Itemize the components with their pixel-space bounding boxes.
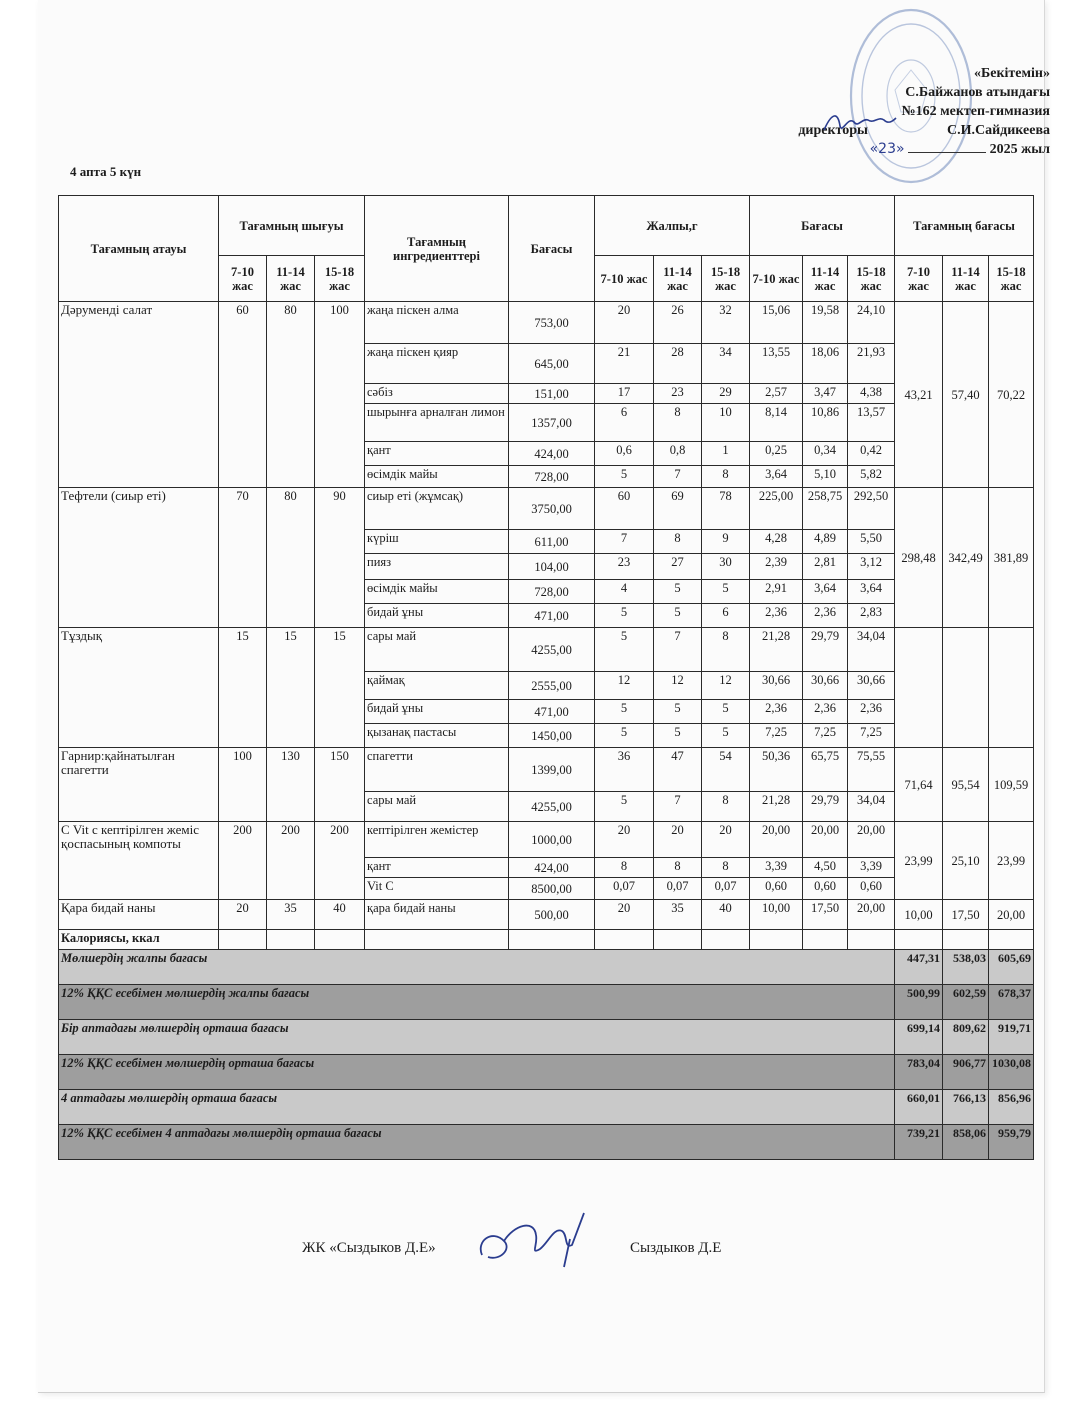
ingredient-name: сары май bbox=[365, 628, 509, 672]
supplier-signature bbox=[474, 1205, 589, 1270]
ingredient-cost: 24,10 bbox=[848, 302, 895, 344]
ingredient-price: 2555,00 bbox=[509, 672, 595, 700]
ingredient-cost: 3,64 bbox=[848, 580, 895, 604]
ingredient-cost: 2,36 bbox=[750, 700, 803, 724]
ingredient-grams: 8 bbox=[702, 792, 750, 822]
dish-cost bbox=[895, 628, 943, 748]
calories-cell bbox=[365, 930, 509, 950]
header-dish-name: Тағамның атауы bbox=[59, 196, 219, 302]
ingredient-cost: 30,66 bbox=[750, 672, 803, 700]
ingredient-price: 500,00 bbox=[509, 900, 595, 930]
ingredient-grams: 7 bbox=[595, 530, 654, 554]
ingredient-cost: 2,36 bbox=[803, 700, 848, 724]
ingredient-cost: 2,36 bbox=[750, 604, 803, 628]
dish-yield: 60 bbox=[219, 302, 267, 488]
ingredient-cost: 50,36 bbox=[750, 748, 803, 792]
total-value: 959,79 bbox=[989, 1125, 1034, 1160]
approval-title: «Бекітемін» bbox=[973, 66, 1050, 81]
ingredient-grams: 5 bbox=[595, 792, 654, 822]
calories-label: Калориясы, ккал bbox=[59, 930, 219, 950]
ingredient-grams: 23 bbox=[654, 384, 702, 404]
header-age: 7-10 жас bbox=[750, 256, 803, 302]
ingredient-grams: 5 bbox=[654, 604, 702, 628]
ingredient-price: 645,00 bbox=[509, 344, 595, 384]
approval-date-day: «23» bbox=[869, 141, 905, 157]
dish-cost bbox=[943, 628, 989, 748]
dish-yield: 70 bbox=[219, 488, 267, 628]
ingredient-price: 471,00 bbox=[509, 604, 595, 628]
ingredient-grams: 8 bbox=[654, 858, 702, 878]
total-row bbox=[59, 1090, 1034, 1125]
ingredient-name: сары май bbox=[365, 792, 509, 822]
calories-row bbox=[59, 930, 1034, 950]
ingredient-cost: 18,06 bbox=[803, 344, 848, 384]
ingredient-cost: 20,00 bbox=[848, 822, 895, 858]
ingredient-name: спагетти bbox=[365, 748, 509, 792]
ingredient-price: 151,00 bbox=[509, 384, 595, 404]
total-value: 699,14 bbox=[895, 1020, 943, 1055]
dish-cost: 57,40 bbox=[943, 302, 989, 488]
dish-yield: 35 bbox=[267, 900, 315, 930]
ingredient-grams: 32 bbox=[702, 302, 750, 344]
ingredient-grams: 0,07 bbox=[595, 878, 654, 900]
ingredient-name: пияз bbox=[365, 554, 509, 580]
ingredient-cost: 75,55 bbox=[848, 748, 895, 792]
ingredient-cost: 5,50 bbox=[848, 530, 895, 554]
dish-yield: 100 bbox=[315, 302, 365, 488]
ingredient-grams: 28 bbox=[654, 344, 702, 384]
ingredient-cost: 5,82 bbox=[848, 466, 895, 488]
ingredient-cost: 3,39 bbox=[750, 858, 803, 878]
ingredient-cost: 3,47 bbox=[803, 384, 848, 404]
total-row bbox=[59, 1125, 1034, 1160]
ingredient-price: 3750,00 bbox=[509, 488, 595, 530]
ingredient-grams: 8 bbox=[654, 530, 702, 554]
ingredient-grams: 8 bbox=[654, 404, 702, 442]
header-yield: Тағамның шығуы bbox=[219, 196, 365, 256]
ingredient-price: 1000,00 bbox=[509, 822, 595, 858]
dish-cost: 70,22 bbox=[989, 302, 1034, 488]
ingredient-cost: 7,25 bbox=[750, 724, 803, 748]
ingredient-grams: 0,8 bbox=[654, 442, 702, 466]
dish-cost: 43,21 bbox=[895, 302, 943, 488]
ingredient-grams: 5 bbox=[595, 724, 654, 748]
ingredient-grams: 35 bbox=[654, 900, 702, 930]
calories-cell bbox=[803, 930, 848, 950]
dish-yield: 150 bbox=[315, 748, 365, 822]
calories-cell bbox=[750, 930, 803, 950]
dish-cost: 95,54 bbox=[943, 748, 989, 822]
header-total-g: Жалпы,г bbox=[595, 196, 750, 256]
dish-name: Дәруменді салат bbox=[59, 302, 219, 488]
ingredient-cost: 2,36 bbox=[848, 700, 895, 724]
calories-cell bbox=[895, 930, 943, 950]
ingredient-cost: 21,28 bbox=[750, 628, 803, 672]
dish-yield: 100 bbox=[219, 748, 267, 822]
total-value: 500,99 bbox=[895, 985, 943, 1020]
ingredient-grams: 29 bbox=[702, 384, 750, 404]
totals-body bbox=[59, 950, 1034, 1160]
dish-name: Тұздық bbox=[59, 628, 219, 748]
ingredient-grams: 6 bbox=[702, 604, 750, 628]
ingredient-cost: 0,60 bbox=[848, 878, 895, 900]
ingredient-grams: 8 bbox=[702, 628, 750, 672]
ingredient-cost: 20,00 bbox=[750, 822, 803, 858]
dish-name: Тефтели (сиыр еті) bbox=[59, 488, 219, 628]
dish-cost: 25,10 bbox=[943, 822, 989, 900]
ingredient-cost: 34,04 bbox=[848, 792, 895, 822]
footer-signer-name: Сыздыков Д.Е bbox=[630, 1240, 722, 1256]
total-value: 858,06 bbox=[943, 1125, 989, 1160]
menu-table bbox=[58, 195, 1034, 1160]
dish-name: Гарнир:қайнатылған спагетти bbox=[59, 748, 219, 822]
total-value: 919,71 bbox=[989, 1020, 1034, 1055]
ingredient-grams: 9 bbox=[702, 530, 750, 554]
ingredient-grams: 23 bbox=[595, 554, 654, 580]
ingredient-grams: 17 bbox=[595, 384, 654, 404]
footer-company: ЖК «Сыздыков Д.Е» bbox=[302, 1240, 436, 1256]
ingredient-grams: 7 bbox=[654, 628, 702, 672]
ingredient-grams: 8 bbox=[595, 858, 654, 878]
header-cost: Бағасы bbox=[750, 196, 895, 256]
total-value: 766,13 bbox=[943, 1090, 989, 1125]
total-label: 12% ҚҚС есебімен мөлшердің орташа бағасы bbox=[59, 1055, 895, 1090]
ingredient-price: 8500,00 bbox=[509, 878, 595, 900]
ingredient-name: бидай ұны bbox=[365, 604, 509, 628]
ingredient-cost: 13,57 bbox=[848, 404, 895, 442]
ingredient-cost: 3,64 bbox=[803, 580, 848, 604]
ingredient-cost: 65,75 bbox=[803, 748, 848, 792]
ingredient-grams: 30 bbox=[702, 554, 750, 580]
ingredient-cost: 34,04 bbox=[848, 628, 895, 672]
ingredient-cost: 17,50 bbox=[803, 900, 848, 930]
header-age: 11-14 жас bbox=[654, 256, 702, 302]
calories-cell bbox=[595, 930, 654, 950]
ingredient-name: Vit C bbox=[365, 878, 509, 900]
calories-cell bbox=[654, 930, 702, 950]
total-label: 12% ҚҚС есебімен 4 аптадағы мөлшердің орташа бағасы bbox=[59, 1125, 895, 1160]
ingredient-cost: 30,66 bbox=[848, 672, 895, 700]
ingredient-cost: 225,00 bbox=[750, 488, 803, 530]
ingredient-price: 104,00 bbox=[509, 554, 595, 580]
ingredient-name: өсімдік майы bbox=[365, 580, 509, 604]
ingredient-price: 424,00 bbox=[509, 858, 595, 878]
total-value: 783,04 bbox=[895, 1055, 943, 1090]
week-day-label: 4 апта 5 күн bbox=[70, 164, 142, 179]
ingredient-grams: 20 bbox=[595, 900, 654, 930]
ingredient-cost: 2,36 bbox=[803, 604, 848, 628]
ingredient-grams: 26 bbox=[654, 302, 702, 344]
menu-body bbox=[59, 302, 1034, 950]
ingredient-cost: 29,79 bbox=[803, 628, 848, 672]
dish-yield: 200 bbox=[315, 822, 365, 900]
ingredient-price: 4255,00 bbox=[509, 628, 595, 672]
ingredient-grams: 54 bbox=[702, 748, 750, 792]
ingredient-cost: 15,06 bbox=[750, 302, 803, 344]
ingredient-grams: 7 bbox=[654, 466, 702, 488]
header-age: 7-10 жас bbox=[219, 256, 267, 302]
ingredient-cost: 2,81 bbox=[803, 554, 848, 580]
ingredient-grams: 78 bbox=[702, 488, 750, 530]
ingredient-cost: 3,12 bbox=[848, 554, 895, 580]
approval-director-name: С.И.Сайдикеева bbox=[946, 123, 1050, 138]
ingredient-grams: 7 bbox=[654, 792, 702, 822]
ingredient-cost: 4,50 bbox=[803, 858, 848, 878]
ingredient-cost: 10,86 bbox=[803, 404, 848, 442]
ingredient-name: қызанақ пастасы bbox=[365, 724, 509, 748]
approval-director-label: директоры bbox=[798, 123, 868, 138]
ingredient-cost: 30,66 bbox=[803, 672, 848, 700]
total-row bbox=[59, 1020, 1034, 1055]
ingredient-price: 1357,00 bbox=[509, 404, 595, 442]
total-value: 1030,08 bbox=[989, 1055, 1034, 1090]
dish-yield: 130 bbox=[267, 748, 315, 822]
ingredient-cost: 2,57 bbox=[750, 384, 803, 404]
ingredient-grams: 20 bbox=[654, 822, 702, 858]
total-value: 906,77 bbox=[943, 1055, 989, 1090]
ingredient-cost: 10,00 bbox=[750, 900, 803, 930]
ingredient-name: өсімдік майы bbox=[365, 466, 509, 488]
ingredient-price: 4255,00 bbox=[509, 792, 595, 822]
ingredient-grams: 5 bbox=[654, 724, 702, 748]
approval-school-number: №162 мектеп-гимназия bbox=[901, 104, 1050, 119]
ingredient-cost: 19,58 bbox=[803, 302, 848, 344]
dish-yield: 20 bbox=[219, 900, 267, 930]
total-value: 809,62 bbox=[943, 1020, 989, 1055]
header-age: 7-10 жас bbox=[895, 256, 943, 302]
ingredient-name: күріш bbox=[365, 530, 509, 554]
total-label: 4 аптадағы мөлшердің орташа бағасы bbox=[59, 1090, 895, 1125]
ingredient-grams: 8 bbox=[702, 858, 750, 878]
header-age: 15-18 жас bbox=[315, 256, 365, 302]
ingredient-cost: 13,55 bbox=[750, 344, 803, 384]
ingredient-price: 753,00 bbox=[509, 302, 595, 344]
ingredient-price: 1399,00 bbox=[509, 748, 595, 792]
dish-cost: 381,89 bbox=[989, 488, 1034, 628]
total-label: Мөлшердің жалпы бағасы bbox=[59, 950, 895, 985]
calories-cell bbox=[315, 930, 365, 950]
ingredient-grams: 5 bbox=[595, 628, 654, 672]
ingredient-name: бидай ұны bbox=[365, 700, 509, 724]
dish-cost: 342,49 bbox=[943, 488, 989, 628]
ingredient-cost: 4,38 bbox=[848, 384, 895, 404]
ingredient-grams: 5 bbox=[654, 580, 702, 604]
total-value: 739,21 bbox=[895, 1125, 943, 1160]
ingredient-price: 728,00 bbox=[509, 580, 595, 604]
ingredient-grams: 0,07 bbox=[702, 878, 750, 900]
dish-name: Қара бидай наны bbox=[59, 900, 219, 930]
ingredient-grams: 27 bbox=[654, 554, 702, 580]
header-age: 15-18 жас bbox=[848, 256, 895, 302]
ingredient-grams: 36 bbox=[595, 748, 654, 792]
header-age: 7-10 жас bbox=[595, 256, 654, 302]
calories-cell bbox=[267, 930, 315, 950]
table-row bbox=[59, 628, 1034, 672]
ingredient-cost: 5,10 bbox=[803, 466, 848, 488]
header-age: 11-14 жас bbox=[943, 256, 989, 302]
dish-cost: 17,50 bbox=[943, 900, 989, 930]
dish-yield: 15 bbox=[315, 628, 365, 748]
dish-yield: 200 bbox=[267, 822, 315, 900]
ingredient-grams: 69 bbox=[654, 488, 702, 530]
ingredient-grams: 10 bbox=[702, 404, 750, 442]
ingredient-grams: 5 bbox=[595, 466, 654, 488]
dish-cost: 23,99 bbox=[989, 822, 1034, 900]
ingredient-cost: 4,89 bbox=[803, 530, 848, 554]
ingredient-cost: 3,39 bbox=[848, 858, 895, 878]
ingredient-name: кептірілген жемістер bbox=[365, 822, 509, 858]
table-row bbox=[59, 900, 1034, 930]
ingredient-grams: 6 bbox=[595, 404, 654, 442]
ingredient-cost: 21,93 bbox=[848, 344, 895, 384]
ingredient-name: сәбіз bbox=[365, 384, 509, 404]
ingredient-name: сиыр еті (жұмсақ) bbox=[365, 488, 509, 530]
ingredient-grams: 5 bbox=[702, 580, 750, 604]
dish-cost: 20,00 bbox=[989, 900, 1034, 930]
dish-cost: 298,48 bbox=[895, 488, 943, 628]
dish-yield: 80 bbox=[267, 488, 315, 628]
total-row bbox=[59, 950, 1034, 985]
header-age: 15-18 жас bbox=[989, 256, 1034, 302]
ingredient-cost: 0,25 bbox=[750, 442, 803, 466]
director-signature bbox=[818, 108, 898, 138]
ingredient-grams: 5 bbox=[595, 604, 654, 628]
total-value: 447,31 bbox=[895, 950, 943, 985]
total-value: 605,69 bbox=[989, 950, 1034, 985]
ingredient-cost: 292,50 bbox=[848, 488, 895, 530]
total-value: 856,96 bbox=[989, 1090, 1034, 1125]
header-age: 11-14 жас bbox=[267, 256, 315, 302]
ingredient-grams: 34 bbox=[702, 344, 750, 384]
total-value: 538,03 bbox=[943, 950, 989, 985]
ingredient-name: жаңа піскен алма bbox=[365, 302, 509, 344]
calories-cell bbox=[219, 930, 267, 950]
ingredient-grams: 20 bbox=[595, 302, 654, 344]
ingredient-grams: 4 bbox=[595, 580, 654, 604]
ingredient-grams: 0,07 bbox=[654, 878, 702, 900]
ingredient-grams: 20 bbox=[702, 822, 750, 858]
ingredient-cost: 20,00 bbox=[848, 900, 895, 930]
ingredient-cost: 2,39 bbox=[750, 554, 803, 580]
ingredient-cost: 21,28 bbox=[750, 792, 803, 822]
dish-yield: 80 bbox=[267, 302, 315, 488]
ingredient-name: жаңа піскен қияр bbox=[365, 344, 509, 384]
ingredient-grams: 8 bbox=[702, 466, 750, 488]
total-value: 660,01 bbox=[895, 1090, 943, 1125]
calories-cell bbox=[848, 930, 895, 950]
ingredient-grams: 0,6 bbox=[595, 442, 654, 466]
total-row bbox=[59, 1055, 1034, 1090]
ingredient-price: 1450,00 bbox=[509, 724, 595, 748]
total-value: 602,59 bbox=[943, 985, 989, 1020]
ingredient-cost: 4,28 bbox=[750, 530, 803, 554]
ingredient-cost: 258,75 bbox=[803, 488, 848, 530]
dish-cost: 23,99 bbox=[895, 822, 943, 900]
calories-cell bbox=[943, 930, 989, 950]
ingredient-grams: 5 bbox=[654, 700, 702, 724]
dish-yield: 15 bbox=[219, 628, 267, 748]
table-row bbox=[59, 748, 1034, 792]
header-ingredients: Тағамның ингредиенттері bbox=[365, 196, 509, 302]
dish-cost: 10,00 bbox=[895, 900, 943, 930]
dish-yield: 15 bbox=[267, 628, 315, 748]
ingredient-cost: 0,42 bbox=[848, 442, 895, 466]
ingredient-cost: 2,83 bbox=[848, 604, 895, 628]
ingredient-cost: 0,34 bbox=[803, 442, 848, 466]
header-age: 11-14 жас bbox=[803, 256, 848, 302]
ingredient-cost: 0,60 bbox=[803, 878, 848, 900]
ingredient-price: 424,00 bbox=[509, 442, 595, 466]
ingredient-name: қант bbox=[365, 442, 509, 466]
ingredient-grams: 5 bbox=[595, 700, 654, 724]
dish-yield: 200 bbox=[219, 822, 267, 900]
ingredient-name: қаймақ bbox=[365, 672, 509, 700]
ingredient-name: қара бидай наны bbox=[365, 900, 509, 930]
ingredient-price: 611,00 bbox=[509, 530, 595, 554]
total-label: Бір аптадағы мөлшердің орташа бағасы bbox=[59, 1020, 895, 1055]
dish-yield: 90 bbox=[315, 488, 365, 628]
ingredient-grams: 20 bbox=[595, 822, 654, 858]
total-row bbox=[59, 985, 1034, 1020]
ingredient-price: 471,00 bbox=[509, 700, 595, 724]
dish-cost bbox=[989, 628, 1034, 748]
calories-cell bbox=[989, 930, 1034, 950]
ingredient-cost: 7,25 bbox=[803, 724, 848, 748]
ingredient-cost: 8,14 bbox=[750, 404, 803, 442]
ingredient-grams: 5 bbox=[702, 700, 750, 724]
dish-name: С Vit с кептірілген жеміс қоспасының компоты bbox=[59, 822, 219, 900]
ingredient-grams: 21 bbox=[595, 344, 654, 384]
total-value: 678,37 bbox=[989, 985, 1034, 1020]
dish-cost: 109,59 bbox=[989, 748, 1034, 822]
ingredient-grams: 47 bbox=[654, 748, 702, 792]
dish-yield: 40 bbox=[315, 900, 365, 930]
ingredient-cost: 20,00 bbox=[803, 822, 848, 858]
ingredient-grams: 12 bbox=[654, 672, 702, 700]
ingredient-grams: 12 bbox=[595, 672, 654, 700]
header-dish-cost: Тағамның бағасы bbox=[895, 196, 1034, 256]
ingredient-grams: 1 bbox=[702, 442, 750, 466]
calories-cell bbox=[702, 930, 750, 950]
ingredient-price: 728,00 bbox=[509, 466, 595, 488]
ingredient-cost: 3,64 bbox=[750, 466, 803, 488]
ingredient-cost: 29,79 bbox=[803, 792, 848, 822]
calories-cell bbox=[509, 930, 595, 950]
ingredient-grams: 5 bbox=[702, 724, 750, 748]
ingredient-grams: 12 bbox=[702, 672, 750, 700]
ingredient-grams: 60 bbox=[595, 488, 654, 530]
dish-cost: 71,64 bbox=[895, 748, 943, 822]
approval-school-name: С.Байжанов атындағы bbox=[905, 85, 1050, 100]
table-row bbox=[59, 822, 1034, 858]
header-price: Бағасы bbox=[509, 196, 595, 302]
ingredient-cost: 2,91 bbox=[750, 580, 803, 604]
total-label: 12% ҚҚС есебімен мөлшердің жалпы бағасы bbox=[59, 985, 895, 1020]
ingredient-name: қант bbox=[365, 858, 509, 878]
ingredient-cost: 7,25 bbox=[848, 724, 895, 748]
table-row bbox=[59, 302, 1034, 344]
table-row bbox=[59, 488, 1034, 530]
approval-date-year: 2025 жыл bbox=[989, 142, 1050, 157]
ingredient-cost: 0,60 bbox=[750, 878, 803, 900]
header-age: 15-18 жас bbox=[702, 256, 750, 302]
approval-date-line bbox=[798, 140, 1050, 159]
ingredient-name: шырынға арналған лимон bbox=[365, 404, 509, 442]
ingredient-grams: 40 bbox=[702, 900, 750, 930]
